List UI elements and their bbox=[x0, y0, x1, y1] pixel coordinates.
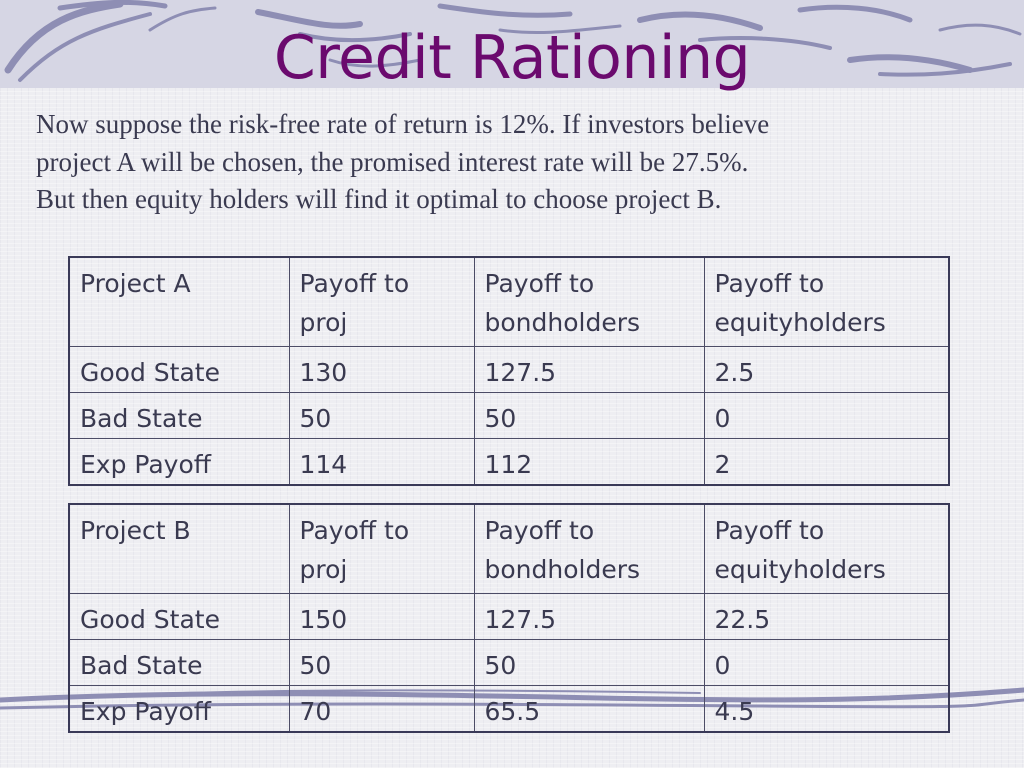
table-cell: 65.5 bbox=[474, 685, 704, 732]
slide-title: Credit Rationing bbox=[273, 23, 751, 93]
row-label-cell: Good State bbox=[69, 346, 289, 392]
intro-paragraph bbox=[36, 106, 996, 219]
table-cell: 130 bbox=[289, 346, 474, 392]
table-cell: 127.5 bbox=[474, 593, 704, 639]
table-row bbox=[69, 685, 949, 732]
header-cell: Payoff to equityholders bbox=[704, 257, 949, 346]
header-cell: Payoff to proj bbox=[289, 504, 474, 593]
header-cell: Project A bbox=[69, 257, 289, 346]
table-cell: 22.5 bbox=[704, 593, 949, 639]
table-cell: 50 bbox=[474, 639, 704, 685]
table-row bbox=[69, 593, 949, 639]
header-cell: Payoff to proj bbox=[289, 257, 474, 346]
row-label-cell: Good State bbox=[69, 593, 289, 639]
header-cell: Project B bbox=[69, 504, 289, 593]
table-cell: 50 bbox=[289, 639, 474, 685]
table-cell: 114 bbox=[289, 438, 474, 485]
table-cell: 150 bbox=[289, 593, 474, 639]
project-a-table bbox=[68, 256, 950, 486]
table-cell: 0 bbox=[704, 639, 949, 685]
table-cell: 0 bbox=[704, 392, 949, 438]
table-row bbox=[69, 346, 949, 392]
row-label-cell: Bad State bbox=[69, 392, 289, 438]
header-cell: Payoff to equityholders bbox=[704, 504, 949, 593]
intro-line: Now suppose the risk-free rate of return is 12%. If investors believe bbox=[36, 109, 770, 139]
table-header-row bbox=[69, 257, 949, 346]
header-cell: Payoff to bondholders bbox=[474, 257, 704, 346]
table-cell: 127.5 bbox=[474, 346, 704, 392]
intro-line: project A will be chosen, the promised interest rate will be 27.5%. bbox=[36, 146, 749, 177]
table-row bbox=[69, 639, 949, 685]
table-cell: 50 bbox=[289, 392, 474, 438]
table-cell: 70 bbox=[289, 685, 474, 732]
table-cell: 2.5 bbox=[704, 346, 949, 392]
row-label-cell: Exp Payoff bbox=[69, 438, 289, 485]
project-b-table bbox=[68, 503, 950, 733]
table-cell: 112 bbox=[474, 438, 704, 485]
row-label-cell: Bad State bbox=[69, 639, 289, 685]
table-row bbox=[69, 392, 949, 438]
intro-line: But then equity holders will find it optimal to choose project B. bbox=[36, 184, 722, 214]
header-cell: Payoff to bondholders bbox=[474, 504, 704, 593]
table-cell: 4.5 bbox=[704, 685, 949, 732]
table-cell: 2 bbox=[704, 438, 949, 485]
table-cell: 50 bbox=[474, 392, 704, 438]
table-header-row bbox=[69, 504, 949, 593]
table-row bbox=[69, 438, 949, 485]
row-label-cell: Exp Payoff bbox=[69, 685, 289, 732]
